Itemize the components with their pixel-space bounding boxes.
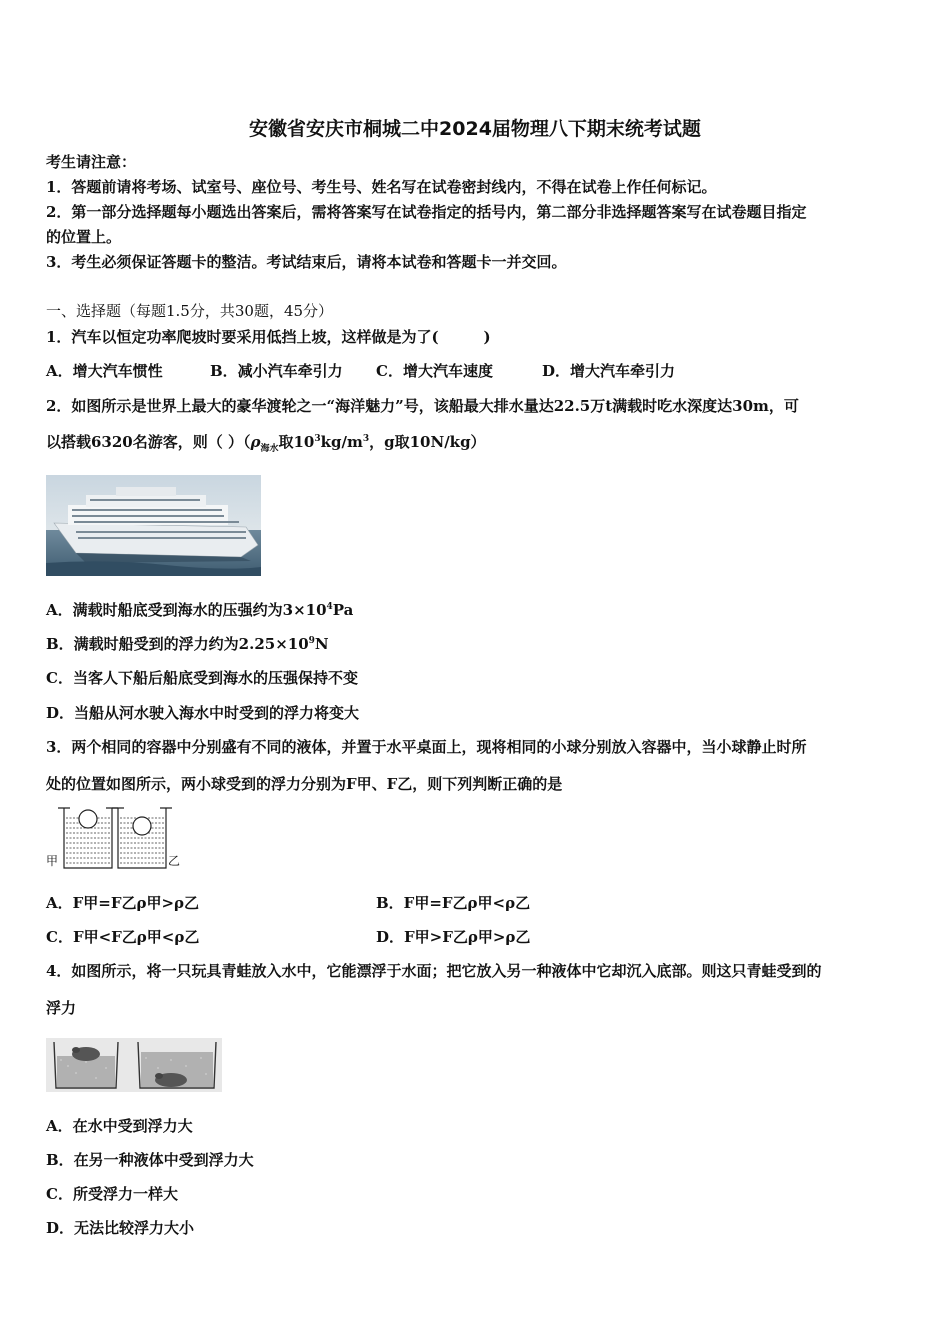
question-3-stem-line2: 处的位置如图所示，两小球受到的浮力分别为F甲、F乙，则下列判断正确的是 — [46, 775, 563, 793]
q3-option-d: D．F甲>F乙ρ甲>ρ乙 — [376, 928, 531, 946]
page-title: 安徽省安庆市桐城二中2024届物理八下期末统考试题 — [249, 118, 701, 140]
label-jia: 甲 — [46, 854, 59, 868]
frog-containers-image — [46, 1038, 222, 1092]
q2-stem-part-d: ，g取10N/kg） — [369, 433, 486, 451]
q2-option-b-exponent: 9 — [308, 636, 315, 646]
question-2-stem-line2 — [46, 432, 486, 452]
q1-option-c: C．增大汽车速度 — [376, 362, 493, 380]
q2-rho-symbol: ρ — [250, 433, 261, 451]
q2-option-b-unit: N — [314, 635, 329, 653]
q2-option-b — [46, 634, 329, 654]
q2-option-a — [46, 600, 353, 620]
label-yi: 乙 — [168, 854, 181, 868]
q4-option-b: B．在另一种液体中受到浮力大 — [46, 1151, 254, 1169]
q4-option-a: A．在水中受到浮力大 — [46, 1117, 193, 1135]
q2-stem-part-c: kg/m — [320, 433, 363, 451]
q2-stem-part-b: 取10 — [278, 433, 315, 451]
notice-item-2: 2．第一部分选择题每小题选出答案后，需将答案写在试卷指定的括号内，第二部分非选择题答案写在试卷题目指定 — [46, 203, 807, 221]
q1-option-b: B．减小汽车牵引力 — [210, 362, 343, 380]
q1-option-a: A．增大汽车惯性 — [46, 362, 163, 380]
question-4-stem-line2: 浮力 — [46, 999, 77, 1017]
q3-option-b: B．F甲=F乙ρ甲<ρ乙 — [376, 894, 531, 912]
cruise-ship-image — [46, 475, 261, 576]
q3-option-a: A．F甲=F乙ρ甲>ρ乙 — [46, 894, 200, 912]
notice-item-1: 1．答题前请将考场、试室号、座位号、考生号、姓名写在试卷密封线内，不得在试卷上作任何标记。 — [46, 178, 717, 196]
question-4-stem-line1: 4．如图所示，将一只玩具青蛙放入水中，它能漂浮于水面；把它放入另一种液体中它却沉入底部。则这只青蛙受到的 — [46, 962, 822, 980]
q3-option-c: C．F甲<F乙ρ甲<ρ乙 — [46, 928, 200, 946]
q2-option-a-unit: Pa — [332, 601, 354, 619]
question-1-stem: 1．汽车以恒定功率爬坡时要采用低挡上坡，这样做是为了( ) — [46, 328, 491, 346]
q4-option-d: D．无法比较浮力大小 — [46, 1219, 195, 1237]
question-3-stem-line1: 3．两个相同的容器中分别盛有不同的液体，并置于水平桌面上，现将相同的小球分别放入容器中，当小球静止时所 — [46, 738, 807, 756]
q2-option-a-text: A．满载时船底受到海水的压强约为3×10 — [46, 601, 327, 619]
containers-diagram — [46, 806, 182, 872]
q4-option-c: C．所受浮力一样大 — [46, 1185, 178, 1203]
q2-option-b-text: B．满载时船受到的浮力约为2.25×10 — [46, 635, 309, 653]
q2-exp-3: 3 — [314, 434, 321, 444]
q2-option-d: D．当船从河水驶入海水中时受到的浮力将变大 — [46, 704, 360, 722]
q2-option-c: C．当客人下船后船底受到海水的压强保持不变 — [46, 669, 358, 687]
notice-heading: 考生请注意： — [46, 153, 137, 171]
notice-item-3: 3．考生必须保证答题卡的整洁。考试结束后，请将本试卷和答题卡一并交回。 — [46, 253, 567, 271]
q1-option-d: D．增大汽车牵引力 — [542, 362, 676, 380]
q2-option-a-exponent: 4 — [326, 602, 333, 612]
q2-stem-part-a: 以搭载6320名游客，则（ ）（ — [46, 433, 251, 451]
q2-sea-water-subscript: 海水 — [260, 444, 279, 454]
question-2-stem-line1: 2．如图所示是世界上最大的豪华渡轮之一“海洋魅力”号，该船最大排水量达22.5万t满载时吃水深度达30m，可 — [46, 397, 799, 415]
section-heading: 一、选择题（每题1.5分，共30题，45分） — [46, 302, 334, 320]
notice-item-2-cont: 的位置上。 — [46, 228, 122, 246]
q2-exp-3b: 3 — [362, 434, 370, 444]
